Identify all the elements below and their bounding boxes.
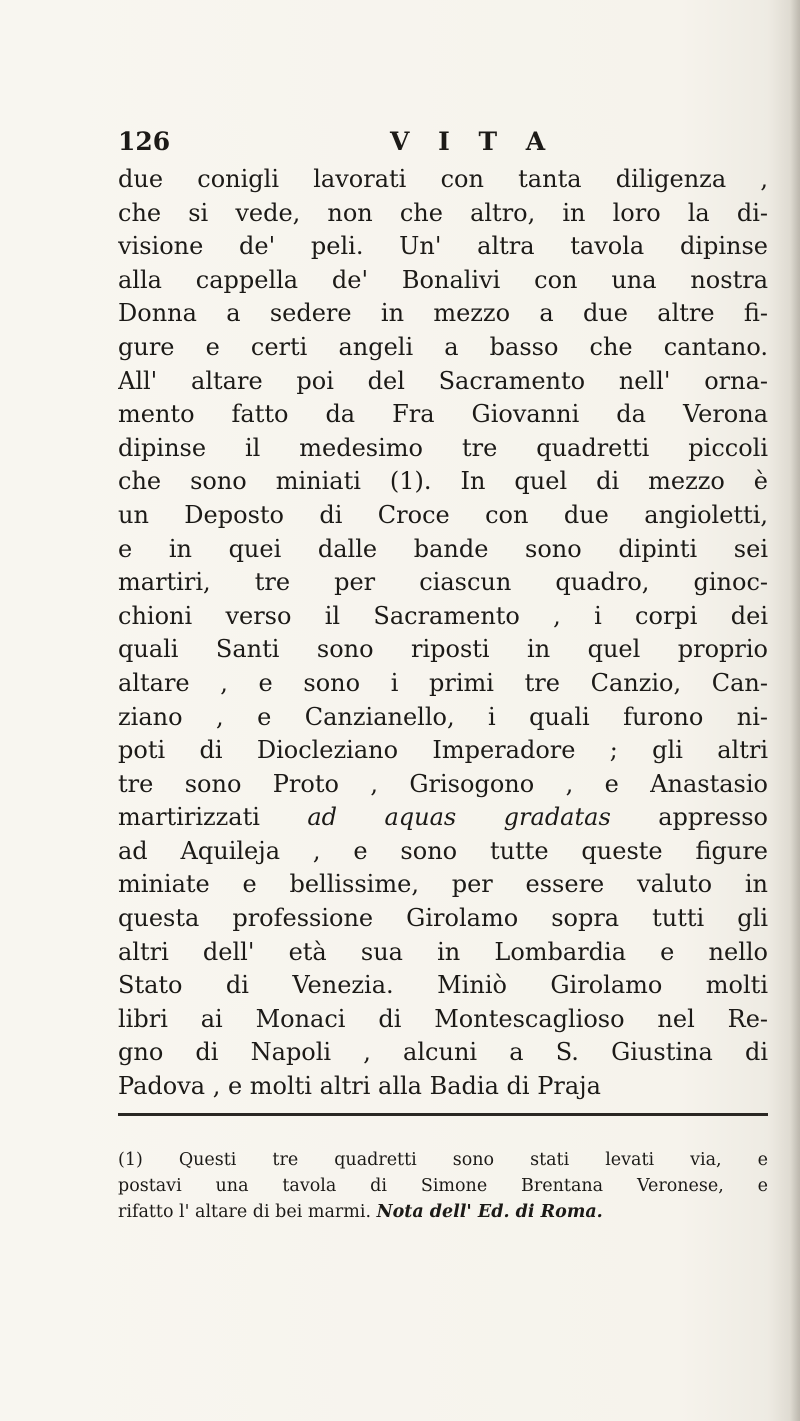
footnote-segment: rifatto l' altare di bei marmi. bbox=[118, 1202, 377, 1222]
footnote-line: (1) Questi tre quadretti sono stati levati via, e bbox=[118, 1150, 768, 1170]
text-line: un Deposto di Croce con due angioletti, bbox=[118, 500, 768, 529]
latin-phrase: ad aquas gradatas bbox=[307, 803, 611, 832]
text-line: poti di Diocleziano Imperadore ; gli altri bbox=[118, 736, 768, 765]
running-head bbox=[118, 127, 768, 155]
text-line: Stato di Venezia. Miniò Girolamo molti bbox=[118, 971, 768, 1000]
text-line: gure e certi angeli a basso che cantano. bbox=[118, 332, 768, 361]
text-line: alla cappella de' Bonalivi con una nostra bbox=[118, 265, 768, 294]
text-segment: appresso bbox=[610, 803, 768, 832]
text-line: ziano , e Canzianello, i quali furono ni- bbox=[118, 702, 768, 731]
footnote-line: postavi una tavola di Simone Brentana Veronese, e bbox=[118, 1176, 768, 1196]
text-line: martiri, tre per ciascun quadro, ginoc- bbox=[118, 568, 768, 597]
text-line-with-latin bbox=[118, 801, 768, 835]
text-line: questa professione Girolamo sopra tutti gli bbox=[118, 904, 768, 933]
editor-note: Nota dell' Ed. di Roma. bbox=[376, 1202, 603, 1222]
text-line: Donna a sedere in mezzo a due altre fi- bbox=[118, 299, 768, 328]
text-line: e in quei dalle bande sono dipinti sei bbox=[118, 534, 768, 563]
text-line: visione de' peli. Un' altra tavola dipinse bbox=[118, 232, 768, 261]
running-title: V I T A bbox=[390, 127, 556, 156]
footnote-rule bbox=[118, 1113, 768, 1116]
text-line: due conigli lavorati con tanta diligenza , bbox=[118, 165, 768, 193]
page-edge-shadow bbox=[790, 0, 800, 1421]
text-line: chioni verso il Sacramento , i corpi dei bbox=[118, 601, 768, 630]
text-line: altri dell' età sua in Lombardia e nello bbox=[118, 937, 768, 966]
page-number: 126 bbox=[118, 127, 171, 156]
text-line: ad Aquileja , e sono tutte queste figure bbox=[118, 836, 768, 865]
text-line: che sono miniati (1). In quel di mezzo è bbox=[118, 467, 768, 496]
text-line: mento fatto da Fra Giovanni da Verona bbox=[118, 400, 768, 429]
text-line: che si vede, non che altro, in loro la di- bbox=[118, 198, 768, 227]
text-line: libri ai Monaci di Montescaglioso nel Re- bbox=[118, 1004, 768, 1033]
text-line: gno di Napoli , alcuni a S. Giustina di bbox=[118, 1038, 768, 1067]
text-line: Padova , e molti altri alla Badia di Praja bbox=[118, 1072, 601, 1101]
text-line: quali Santi sono riposti in quel proprio bbox=[118, 635, 768, 664]
footnote-line bbox=[118, 1199, 768, 1225]
text-line: tre sono Proto , Grisogono , e Anastasio bbox=[118, 769, 768, 798]
text-segment: martirizzati bbox=[118, 803, 308, 832]
footnote bbox=[118, 1147, 768, 1225]
text-line: miniate e bellissime, per essere valuto in bbox=[118, 870, 768, 899]
text-line: All' altare poi del Sacramento nell' orna- bbox=[118, 366, 768, 395]
text-line: altare , e sono i primi tre Canzio, Can- bbox=[118, 668, 768, 697]
main-text bbox=[118, 163, 768, 1104]
text-line: dipinse il medesimo tre quadretti piccoli bbox=[118, 433, 768, 462]
